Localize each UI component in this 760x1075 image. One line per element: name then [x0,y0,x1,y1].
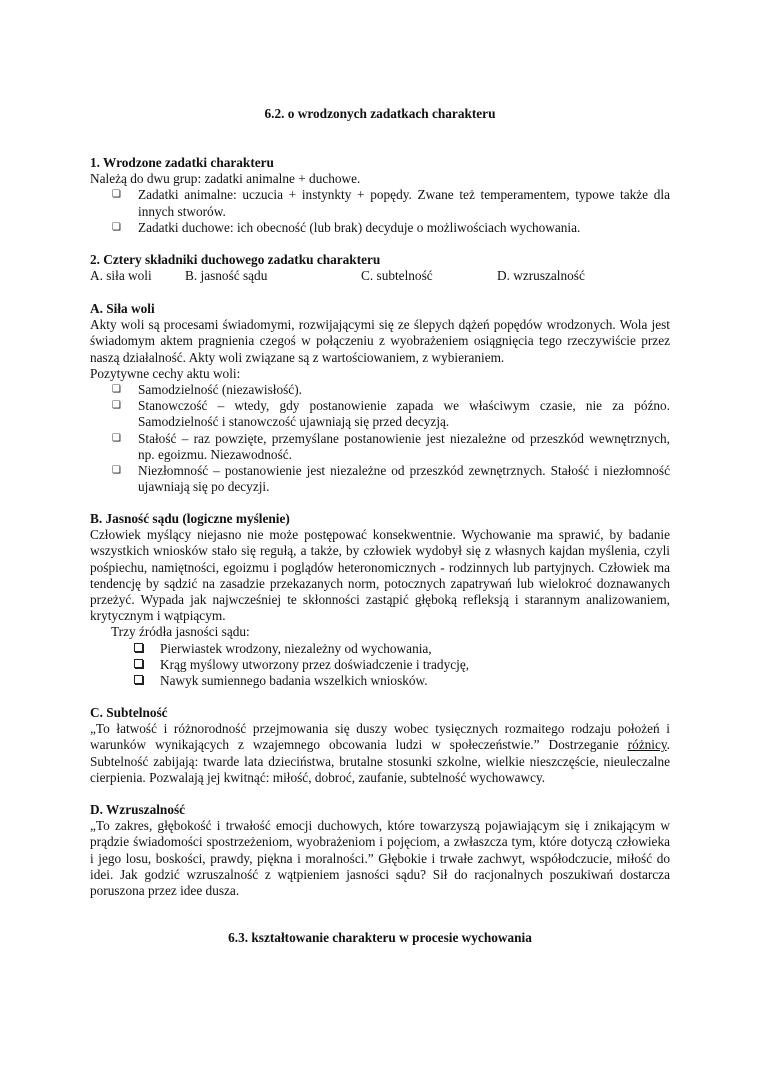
section-1-heading: 1. Wrodzone zadatki charakteru [90,155,274,170]
section-a-heading: A. Siła woli [90,301,155,316]
list-item: ❏ Stanowczość – wtedy, gdy postanowienie zapada we właściwym czasie, nie za późno. Samodzielność i stanowczość ujawniają się przed decyzją. [138,398,670,430]
section-a-list [90,382,670,495]
list-item: ❏ Zadatki duchowe: ich obecność (lub brak) decyduje o możliwościach wychowania. [138,220,670,236]
checkbox-bullet-icon [134,675,143,684]
section-c-heading: C. Subtelność [90,705,168,720]
section-b-intro: Trzy źródła jasności sądu: [111,624,250,640]
component-a: A. siła woli [90,268,152,284]
section-a-text: Akty woli są procesami świadomymi, rozwijającymi się ze ślepych dążeń popędów wrodzonych. Wola jest świadomym aktem pragnienia czegoś w połączeniu z wyobrażeniem osiągnięcia tego rzeczywiście przez naszą działalność. Akty woli związane są z wartościowaniem, z wybieraniem. [90,317,670,365]
section-b [90,511,670,689]
section-b-list [90,641,670,690]
section-a [90,301,670,495]
section-2-heading: 2. Cztery składniki duchowego zadatku charakteru [90,252,381,267]
list-item: ❏ Samodzielność (niezawisłość). [138,382,670,398]
list-item: Nawyk sumiennego badania wszelkich wniosków. [160,673,670,689]
section-c-text: „To łatwość i różnorodność przejmowania się duszy wobec tysięcznych rozmaitego rodzaju położeń i warunków wynikających z wzajemnego obcowania ludzi w społeczeństwie.” Dostrzeganie różnicy. Subtelność zabijają: twarde lata dzieciństwa, brutalne stosunki szkolne, wielkie nieszczęście, nieuleczalne cierpienia. Pozwalają jej kwitnąć: miłość, dobroć, zaufanie, subtelność wychowawcy. [90,721,670,785]
section-1 [90,155,670,236]
checkbox-bullet-icon [134,659,143,668]
section-b-heading: B. Jasność sądu (logiczne myślenie) [90,511,290,526]
section-title-6-2: 6.2. o wrodzonych zadatkach charakteru [264,106,496,121]
component-d: D. wzruszalność [497,268,585,284]
section-2 [90,252,670,284]
list-item: ❏ Zadatki animalne: uczucia + instynkty + popędy. Zwane też temperamentem, typowe także dla innych stworów. [138,187,670,219]
list-item: ❏ Niezłomność – postanowienie jest niezależne od przeszkód zewnętrznych. Stałość i niezłomność ujawniają się po decyzji. [138,463,670,495]
component-b: B. jasność sądu [185,268,268,284]
section-1-list [90,187,670,236]
section-a-intro: Pozytywne cechy aktu woli: [90,365,241,381]
section-d-text: „To zakres, głębokość i trwałość emocji duchowych, które towarzyszą pojawiającym się i znikającym w prądzie świadomości spostrzeżeniom, wyobrażeniom i pojęciom, a zwłaszcza tym, które dotyczą człowieka i jego losu, boskości, prawdy, piękna i moralności.” Głębokie i trwałe zachwyt, współodczucie, miłość do idei. Jak godzić wzruszalność z wątpieniem jasności sądu? Sił do racjonalnych poszukiwań dostarcza poruszona przez idee dusza. [90,818,670,899]
section-c [90,705,670,786]
component-c: C. subtelność [361,268,433,284]
checkbox-bullet-icon [134,643,143,652]
list-item: Pierwiastek wrodzony, niezależny od wychowania, [160,641,670,657]
section-b-text: Człowiek myślący niejasno nie może postępować konsekwentnie. Wychowanie ma sprawić, by badanie wszystkich wniosków stało się regułą, a także, by człowiek wydobył się z własnych kajdan myślenia, czyli pośpiechu, namiętności, egoizmu i poglądów heteronomicznych - rodzinnych lub partyjnych. Człowiek ma tendencję by sądzić na zasadzie przekazanych norm, potocznych zapatrywań lub wielokroć doznawanych przeżyć. Wypada jak najwcześniej te skłonności zastąpić głęboką refleksją i starannym analizowaniem, krytycznym i wątpiącym. [90,527,670,624]
underlined-word: różnicy [627,737,667,753]
section-title-6-3: 6.3. kształtowanie charakteru w procesie wychowania [228,930,532,945]
section-1-intro: Należą do dwu grup: zadatki animalne + duchowe. [90,171,361,187]
list-item: Krąg myślowy utworzony przez doświadczenie i tradycję, [160,657,670,673]
section-d [90,802,670,899]
section-d-heading: D. Wzruszalność [90,802,186,817]
list-item: ❏ Stałość – raz powzięte, przemyślane postanowienie jest niezależne od przeszkód wewnętrznych, np. egoizmu. Niezawodność. [138,431,670,463]
components-row [90,268,670,284]
